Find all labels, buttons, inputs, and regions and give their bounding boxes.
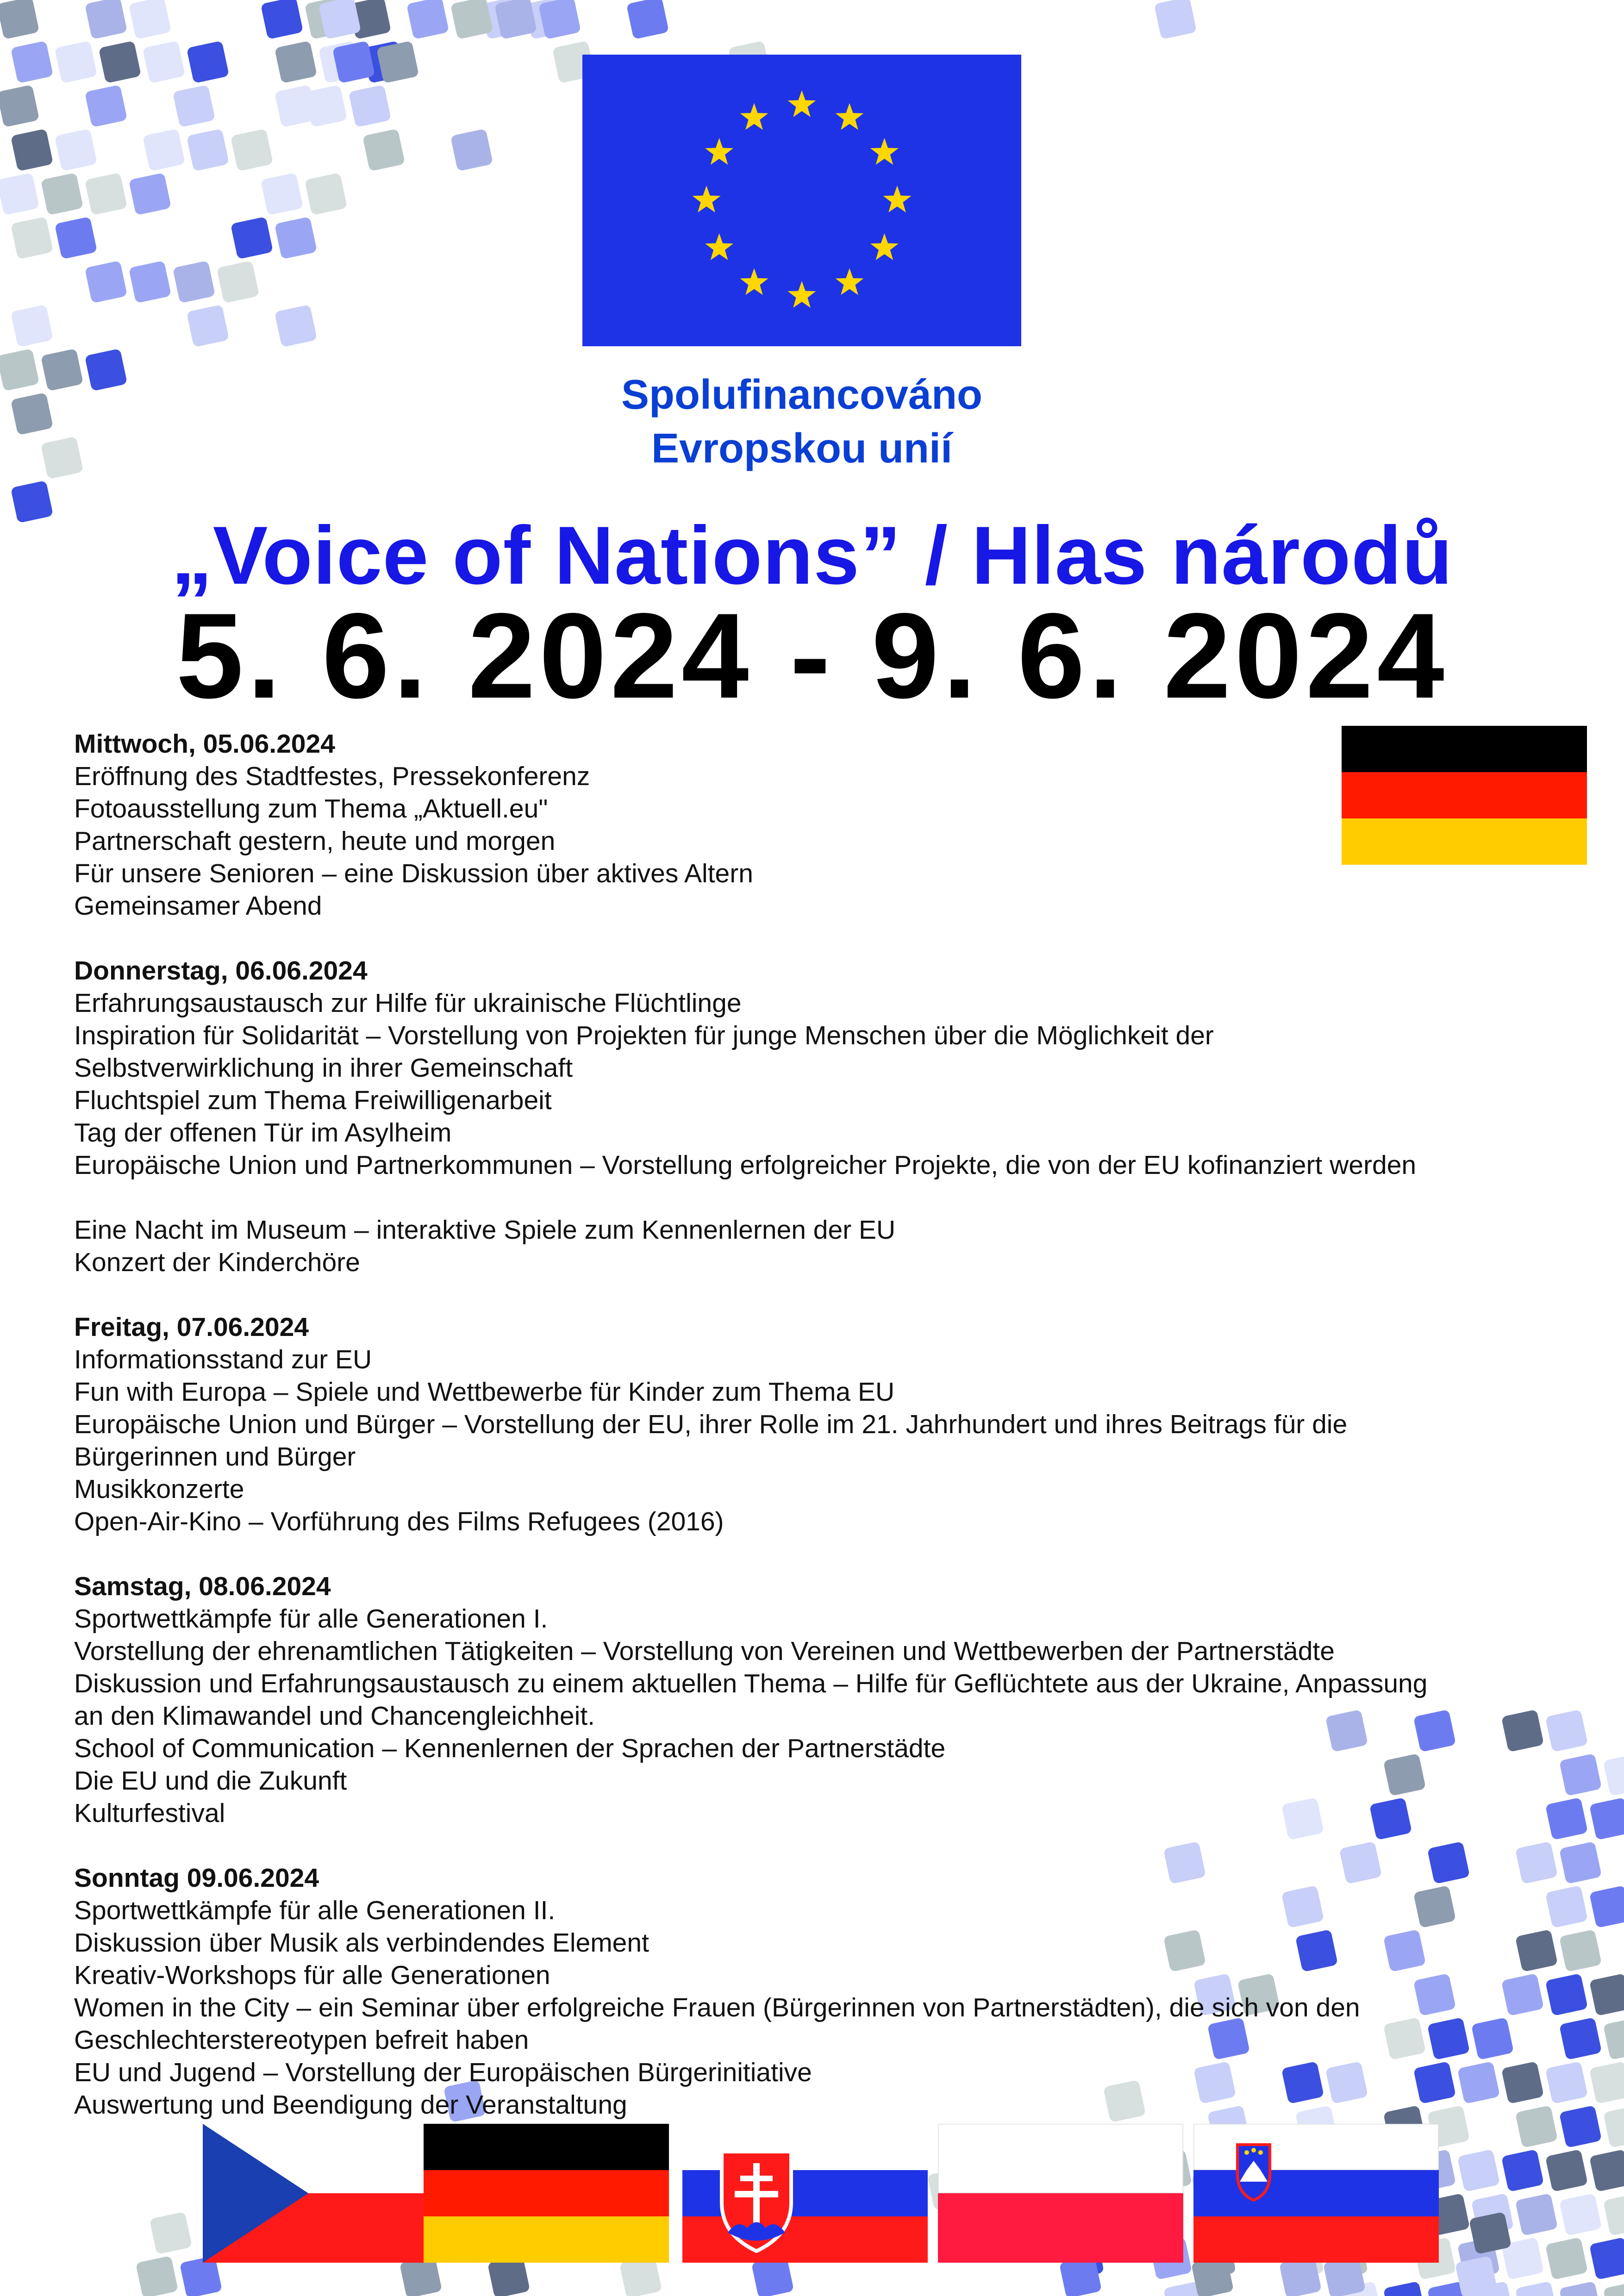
- program-item: Gemeinsamer Abend: [74, 891, 322, 921]
- decorative-square: [41, 349, 84, 392]
- program-item: Für unsere Senioren – eine Diskussion über aktives Altern: [74, 859, 753, 888]
- program-item: Europäische Union und Bürger – Vorstellung der EU, ihrer Rolle im 21. Jahrhundert und ihres Beitrags für die: [74, 1410, 1348, 1439]
- program-item: Partnerschaft gestern, heute und morgen: [74, 826, 556, 856]
- decorative-square: [231, 217, 274, 260]
- program-day-title: Sonntag 09.06.2024: [74, 1863, 319, 1893]
- program-item: Eine Nacht im Museum – interaktive Spiele zum Kennenlernen der EU: [74, 1215, 896, 1245]
- decorative-square: [626, 0, 669, 39]
- decorative-square: [173, 85, 216, 128]
- decorative-square: [150, 2212, 193, 2255]
- program-day: [74, 1862, 1555, 2121]
- program-item: Bürgerinnen und Bürger: [74, 1442, 356, 1472]
- program-item: Inspiration für Solidarität – Vorstellung von Projekten für junge Menschen über die Möglichkeit der: [74, 1021, 1214, 1050]
- decorative-square: [1589, 1973, 1624, 2016]
- decorative-square: [1501, 2149, 1544, 2192]
- program-item: Fotoausstellung zum Thema „Aktuell.eu": [74, 794, 548, 824]
- decorative-square: [538, 0, 581, 39]
- decorative-square: [187, 305, 230, 348]
- decorative-square: [261, 173, 304, 216]
- program-item: School of Communication – Kennenlernen der Sprachen der Partnerstädte: [74, 1734, 946, 1763]
- decorative-square: [99, 41, 142, 84]
- decorative-square: [11, 217, 54, 260]
- decorative-square: [1589, 1885, 1624, 1928]
- decorative-square: [143, 129, 186, 172]
- decorative-square: [362, 129, 406, 172]
- decorative-square: [275, 41, 318, 84]
- decorative-square: [11, 305, 54, 348]
- program-item: Fun with Europa – Spiele und Wettbewerbe für Kinder zum Thema EU: [74, 1377, 895, 1407]
- decorative-square: [1559, 2281, 1602, 2296]
- decorative-square: [217, 261, 260, 304]
- decorative-square: [275, 217, 318, 260]
- decorative-square: [1457, 2149, 1500, 2192]
- decorative-square: [1383, 2281, 1426, 2296]
- program-item: Auswertung und Beendigung der Veranstaltung: [74, 2090, 627, 2120]
- cofunded-line-1: Spolufinancováno: [621, 372, 983, 418]
- decorative-square: [0, 0, 39, 39]
- decorative-square: [11, 41, 54, 84]
- decorative-square: [1559, 1753, 1602, 1797]
- decorative-square: [129, 0, 172, 39]
- decorative-square: [305, 173, 348, 216]
- decorative-square: [275, 305, 318, 348]
- decorative-square: [85, 261, 128, 304]
- program-item: Erfahrungsaustausch zur Hilfe für ukrainische Flüchtlinge: [74, 988, 742, 1018]
- decorative-square: [1559, 2193, 1602, 2236]
- decorative-square: [85, 0, 128, 39]
- program-item: Fluchtspiel zum Thema Freiwilligenarbeit: [74, 1086, 552, 1115]
- decorative-square: [1515, 2281, 1558, 2296]
- decorative-square: [1559, 1929, 1602, 1972]
- decorative-square: [1603, 2281, 1624, 2296]
- decorative-square: [1589, 1797, 1624, 1841]
- program-item: Europäische Union und Partnerkommunen – Vorstellung erfolgreicher Projekte, die von der EU kofinanziert werden: [74, 1150, 1417, 1180]
- event-program: [74, 728, 1555, 2153]
- decorative-square: [1559, 2017, 1602, 2060]
- decorative-square: [1603, 2193, 1624, 2236]
- decorative-square: [0, 173, 39, 216]
- decorative-square: [85, 349, 128, 392]
- program-item: Sportwettkämpfe für alle Generationen II.: [74, 1896, 556, 1925]
- decorative-square: [1589, 2237, 1624, 2280]
- program-item: Sportwettkämpfe für alle Generationen I.: [74, 1604, 548, 1634]
- program-day-title: Mittwoch, 05.06.2024: [74, 729, 335, 759]
- program-day: [74, 1570, 1555, 1829]
- decorative-square: [11, 393, 54, 436]
- program-item: Eröffnung des Stadtfestes, Pressekonferenz: [74, 761, 590, 791]
- decorative-square: [55, 217, 98, 260]
- decorative-square: [0, 85, 39, 128]
- decorative-square: [275, 85, 318, 128]
- decorative-square: [1469, 2212, 1512, 2255]
- polish-flag-icon: [938, 2124, 1183, 2263]
- decorative-square: [11, 129, 54, 172]
- decorative-square: [1154, 0, 1197, 39]
- decorative-square: [1559, 2105, 1602, 2148]
- program-spacer: [74, 1181, 1555, 1214]
- slovak-flag-icon: [682, 2124, 928, 2263]
- program-item: Geschlechterstereotypen befreit haben: [74, 2025, 529, 2055]
- program-item: Tag der offenen Tür im Asylheim: [74, 1118, 452, 1148]
- program-item: Diskussion über Musik als verbindendes Element: [74, 1928, 649, 1958]
- program-day-title: Samstag, 08.06.2024: [74, 1572, 331, 1601]
- program-day: [74, 728, 1555, 922]
- decorative-square: [1589, 2061, 1624, 2104]
- decorative-square: [231, 129, 274, 172]
- decorative-square: [1603, 2105, 1624, 2148]
- program-item: EU und Jugend – Vorstellung der Europäischen Bürgerinitiative: [74, 2058, 812, 2087]
- program-item: Selbstverwirklichung in ihrer Gemeinschaft: [74, 1053, 573, 1083]
- program-item: Kreativ-Workshops für alle Generationen: [74, 1960, 550, 1990]
- program-item: Kulturfestival: [74, 1798, 225, 1828]
- decorative-square: [1603, 1753, 1624, 1797]
- event-dates: 5. 6. 2024 - 9. 6. 2024: [176, 588, 1448, 724]
- german-flag-icon: [424, 2124, 669, 2263]
- decorative-square: [1559, 1841, 1602, 1884]
- decorative-square: [187, 41, 230, 84]
- decorative-square: [1545, 2149, 1588, 2192]
- program-day: [74, 1311, 1555, 1538]
- decorative-square: [55, 41, 98, 84]
- decorative-square: [261, 0, 304, 39]
- decorative-square: [332, 41, 375, 84]
- decorative-square: [41, 437, 84, 480]
- program-item: Diskussion und Erfahrungsaustausch zu einem aktuellen Thema – Hilfe für Geflüchtete aus der Ukraine, Anpassung: [74, 1669, 1428, 1698]
- decorative-square: [129, 173, 172, 216]
- decorative-square: [187, 129, 230, 172]
- decorative-square: [136, 2256, 179, 2296]
- czech-flag-icon: [203, 2124, 448, 2263]
- cofunded-line-2: Evropskou unií: [651, 425, 953, 472]
- decorative-square: [1589, 2149, 1624, 2192]
- program-item: Die EU und die Zukunft: [74, 1766, 347, 1796]
- program-item: Informationsstand zur EU: [74, 1345, 372, 1374]
- decorative-square: [85, 173, 128, 216]
- decorative-square: [85, 85, 128, 128]
- decorative-square: [450, 129, 493, 172]
- program-item: Konzert der Kinderchöre: [74, 1248, 360, 1277]
- program-item: Vorstellung der ehrenamtlichen Tätigkeiten – Vorstellung von Vereinen und Wettbewerben der Partnerstädte: [74, 1636, 1335, 1666]
- program-day: [74, 955, 1555, 1279]
- eu-flag-icon: [582, 55, 1021, 346]
- decorative-square: [41, 173, 84, 216]
- program-item: Women in the City – ein Seminar über erfolgreiche Frauen (Bürgerinnen von Partnerstädten), die sich von den: [74, 1993, 1360, 2022]
- program-item: an den Klimawandel und Chancengleichheit.: [74, 1701, 595, 1731]
- decorative-square: [55, 129, 98, 172]
- decorative-square: [173, 261, 216, 304]
- decorative-square: [129, 261, 172, 304]
- decorative-square: [0, 349, 39, 392]
- decorative-square: [1515, 2193, 1558, 2236]
- program-item: Open-Air-Kino – Vorführung des Films Refugees (2016): [74, 1507, 724, 1536]
- slovenian-flag-icon: [1193, 2124, 1439, 2263]
- decorative-square: [376, 41, 419, 84]
- decorative-square: [1603, 2017, 1624, 2060]
- program-day-title: Freitag, 07.06.2024: [74, 1312, 309, 1342]
- event-title: „Voice of Nations” / Hlas národů: [171, 509, 1453, 601]
- decorative-square: [406, 0, 450, 39]
- decorative-square: [143, 41, 186, 84]
- decorative-square: [349, 85, 392, 128]
- program-item: Musikkonzerte: [74, 1474, 244, 1504]
- decorative-square: [1545, 2237, 1588, 2280]
- cofunded-by-eu-label: [481, 368, 1122, 475]
- program-day-title: Donnerstag, 06.06.2024: [74, 956, 368, 986]
